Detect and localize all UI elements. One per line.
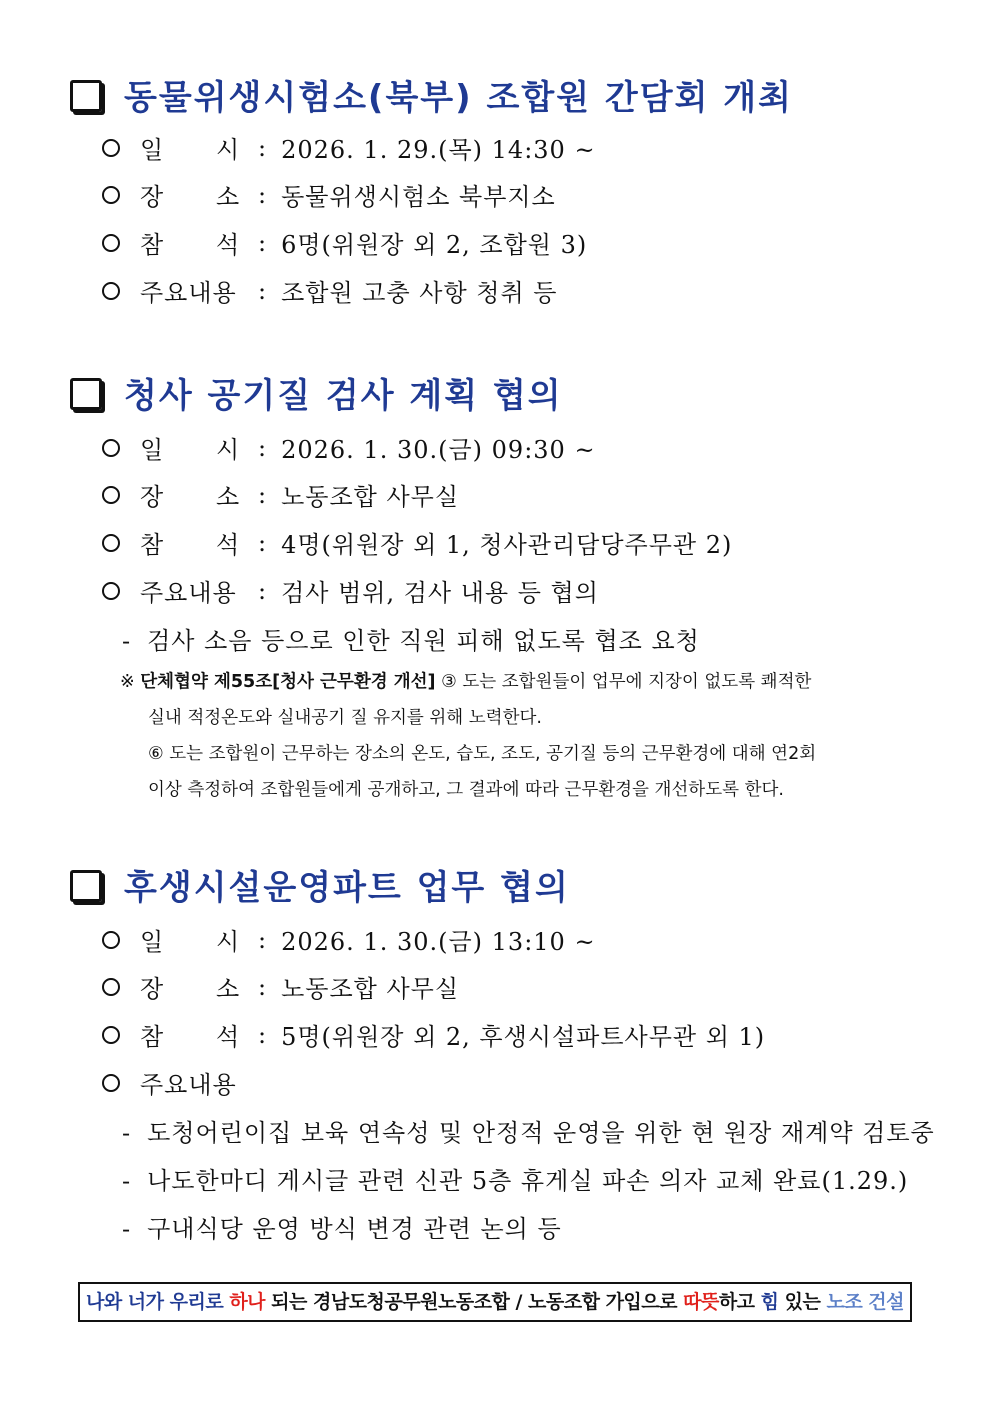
checkbox-square-icon	[70, 80, 102, 112]
circle-bullet-icon	[102, 1074, 120, 1092]
section-2-heading	[70, 368, 563, 417]
sub-list-item	[122, 621, 700, 656]
colon: :	[258, 180, 268, 209]
item-label: 일 시	[140, 436, 241, 464]
note-line: 실내 적정온도와 실내공기 질 유지를 위해 노력한다.	[148, 708, 542, 728]
note-line: ⑥ 도는 조합원이 근무하는 장소의 온도, 습도, 조도, 공기질 등의 근무환경에 대해 연2회	[148, 744, 817, 764]
list-item	[102, 130, 596, 165]
circle-bullet-icon	[102, 486, 120, 504]
sub-item-text: 나도한마디 게시글 관련 신관 5층 휴게실 파손 의자 교체 완료(1.29.)	[147, 1167, 909, 1195]
item-value: 2026. 1. 30.(금) 09:30 ~	[281, 436, 596, 464]
item-label: 주요내용	[140, 579, 237, 607]
footer-slogan	[78, 1282, 912, 1322]
slogan-part: 있는	[778, 1291, 827, 1313]
item-label: 주요내용	[140, 279, 237, 307]
slogan-part: 되는 경남도청공무원노동조합 / 노동조합 가입으로	[265, 1291, 684, 1313]
section-3-heading	[70, 860, 570, 909]
colon: :	[258, 133, 268, 162]
section-title: 동물위생시험소(북부) 조합원 간담회 개최	[124, 78, 793, 118]
colon: :	[258, 576, 268, 605]
list-item	[102, 922, 596, 957]
note-bold: 단체협약 제55조[청사 근무환경 개선]	[140, 672, 436, 692]
colon: :	[258, 480, 268, 509]
slogan-part: 따뜻	[683, 1291, 719, 1313]
sub-list-item	[122, 1209, 562, 1244]
circle-bullet-icon	[102, 186, 120, 204]
list-item	[102, 430, 596, 465]
section-1-heading	[70, 70, 793, 119]
item-label: 일 시	[140, 928, 241, 956]
list-item	[102, 177, 556, 212]
item-label: 참 석	[140, 531, 241, 559]
circle-bullet-icon	[102, 439, 120, 457]
circle-bullet-icon	[102, 931, 120, 949]
colon: :	[258, 228, 268, 257]
circle-bullet-icon	[102, 234, 120, 252]
slogan-part: 하나	[229, 1291, 266, 1313]
item-label: 일 시	[140, 136, 241, 164]
slogan-part: 나와 너가 우리로	[85, 1291, 230, 1313]
list-item	[102, 477, 459, 512]
note-line	[120, 664, 925, 700]
colon: :	[258, 433, 268, 462]
note-line: 이상 측정하여 조합원들에게 공개하고, 그 결과에 따라 근무환경을 개선하도록 한다.	[148, 780, 784, 800]
colon: :	[258, 276, 268, 305]
list-item	[102, 273, 557, 308]
colon: :	[258, 925, 268, 954]
item-value: 동물위생시험소 북부지소	[281, 183, 556, 211]
slogan-part: 노조 건설	[826, 1291, 904, 1313]
colon: :	[258, 972, 268, 1001]
sub-item-text: 도청어린이집 보육 연속성 및 안정적 운영을 위한 현 원장 재계약 검토중	[147, 1119, 935, 1147]
colon: :	[258, 1020, 268, 1049]
item-label: 장 소	[140, 183, 241, 211]
item-value: 4명(위원장 외 1, 청사관리담당주무관 2)	[281, 531, 733, 559]
section-title: 후생시설운영파트 업무 협의	[124, 868, 570, 908]
item-label: 참 석	[140, 231, 241, 259]
dash-bullet: -	[122, 1119, 132, 1147]
item-value: 2026. 1. 29.(목) 14:30 ~	[281, 136, 596, 164]
item-value: 노동조합 사무실	[281, 483, 460, 511]
list-item	[102, 573, 599, 608]
list-item	[102, 525, 732, 560]
checkbox-square-icon	[70, 870, 102, 902]
item-value: 노동조합 사무실	[281, 975, 460, 1003]
item-value: 6명(위원장 외 2, 조합원 3)	[281, 231, 588, 259]
section-title: 청사 공기질 검사 계획 협의	[124, 376, 563, 416]
note-mark: ※	[120, 672, 135, 692]
circle-bullet-icon	[102, 282, 120, 300]
dash-bullet: -	[122, 1215, 132, 1243]
circle-bullet-icon	[102, 534, 120, 552]
list-item	[102, 969, 459, 1004]
dash-bullet: -	[122, 627, 132, 655]
item-value: 5명(위원장 외 2, 후생시설파트사무관 외 1)	[281, 1023, 766, 1051]
sub-item-text: 구내식당 운영 방식 변경 관련 논의 등	[147, 1215, 562, 1243]
circle-bullet-icon	[102, 978, 120, 996]
item-label: 장 소	[140, 975, 241, 1003]
slogan-part: 하고	[718, 1291, 761, 1313]
sub-list-item	[122, 1161, 908, 1196]
circle-bullet-icon	[102, 139, 120, 157]
sub-list-item	[122, 1113, 935, 1148]
item-value: 검사 범위, 검사 내용 등 협의	[281, 579, 599, 607]
list-item	[102, 1065, 258, 1100]
sub-item-text: 검사 소음 등으로 인한 직원 피해 없도록 협조 요청	[147, 627, 700, 655]
list-item	[102, 225, 587, 260]
item-value: 조합원 고충 사항 청취 등	[281, 279, 558, 307]
item-label: 참 석	[140, 1023, 241, 1051]
item-label: 장 소	[140, 483, 241, 511]
item-label: 주요내용	[140, 1071, 237, 1099]
dash-bullet: -	[122, 1167, 132, 1195]
checkbox-square-icon	[70, 378, 102, 410]
note-block	[120, 664, 925, 808]
slogan-part: 힘	[760, 1291, 779, 1313]
circle-bullet-icon	[102, 1026, 120, 1044]
note-text: ③ 도는 조합원들이 업무에 지장이 없도록 쾌적한	[441, 672, 812, 692]
item-value: 2026. 1. 30.(금) 13:10 ~	[281, 928, 596, 956]
circle-bullet-icon	[102, 582, 120, 600]
colon: :	[258, 528, 268, 557]
list-item	[102, 1017, 765, 1052]
